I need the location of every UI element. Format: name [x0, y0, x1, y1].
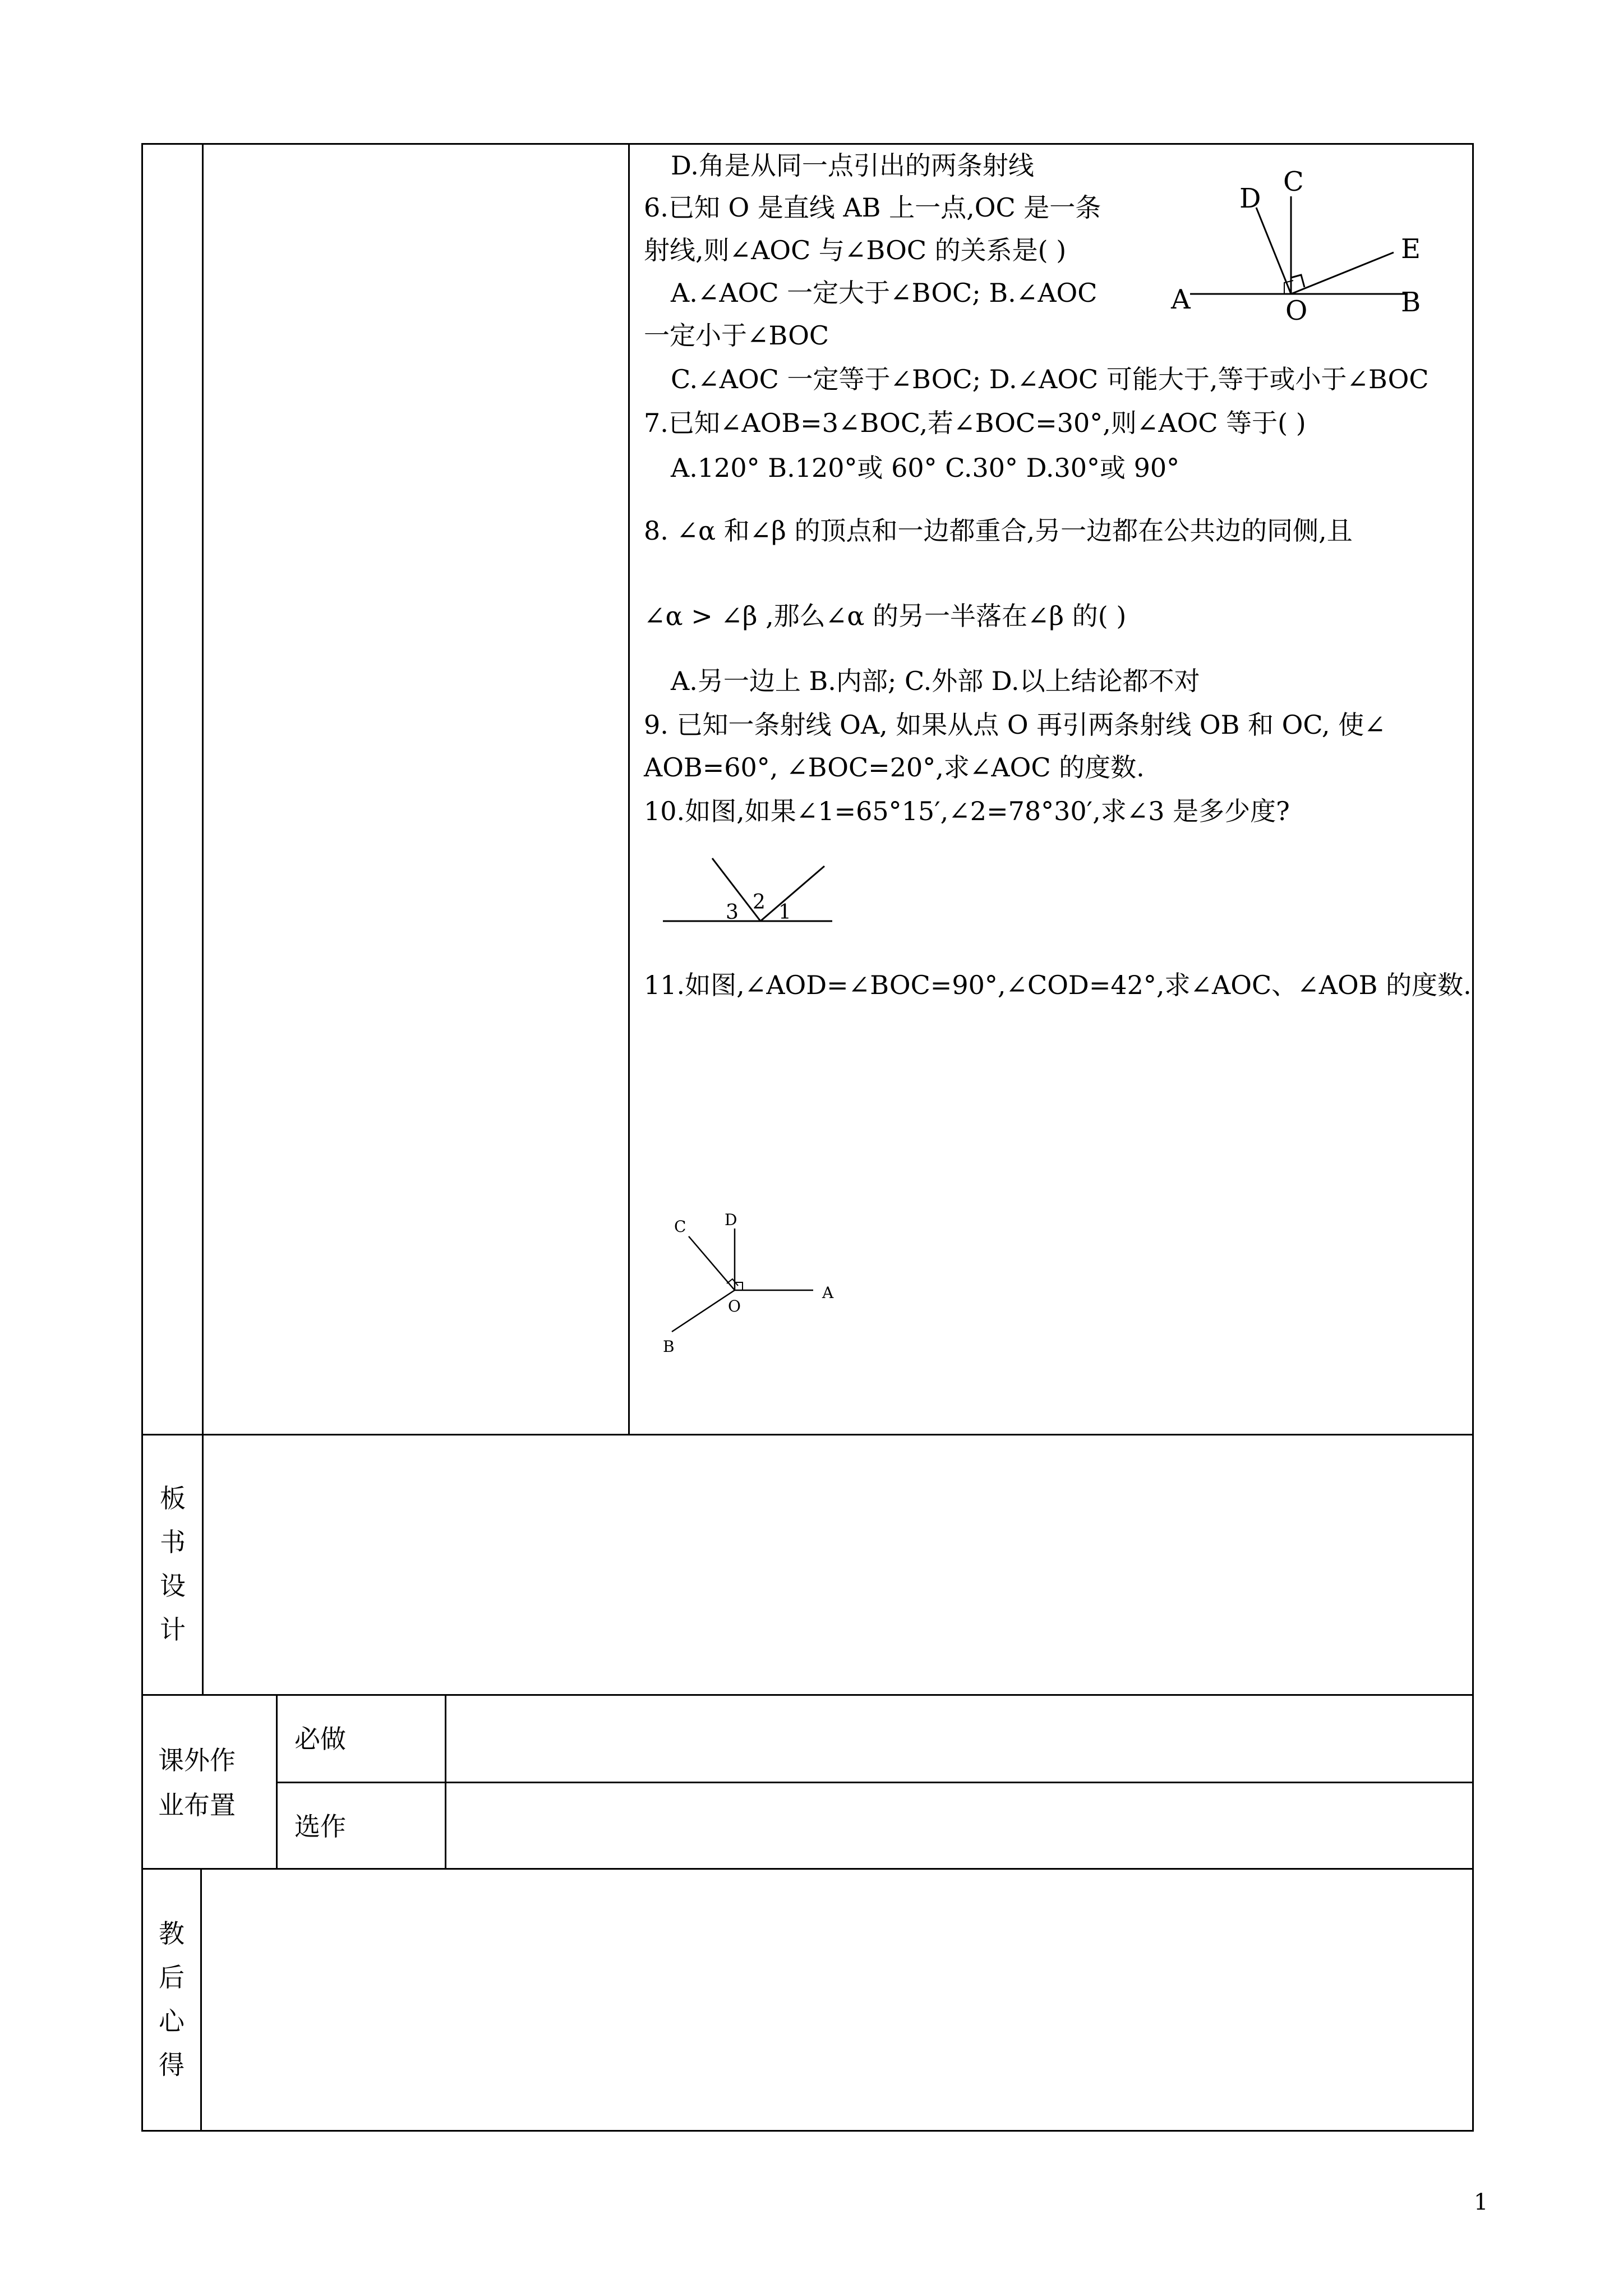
table-bottom-border — [141, 2130, 1474, 2132]
board-design-char-1: 板 — [160, 1483, 186, 1513]
q10-line-1: 10.如图,如果∠1=65°15′,∠2=78°30′,求∠3 是多少度? — [644, 796, 1290, 826]
q7-line-1: 7.已知∠AOB=3∠BOC,若∠BOC=30°,则∠AOC 等于( ) — [644, 408, 1306, 438]
fig11-label-d: D — [725, 1211, 737, 1229]
q5-option-d: D.角是从同一点引出的两条射线 — [671, 150, 1034, 181]
fig11-label-c: C — [674, 1217, 686, 1236]
figure-q10-angles — [656, 847, 852, 937]
fig10-label-3: 3 — [726, 901, 739, 924]
row-divider-1 — [141, 1434, 1474, 1435]
q11-line-1: 11.如图,∠AOD=∠BOC=90°,∠COD=42°,求∠AOC、∠AOB 的度数. — [644, 970, 1472, 1000]
q8-line-3: A.另一边上 B.内部; C.外部 D.以上结论都不对 — [671, 666, 1200, 696]
homework-label-line-1: 课外作 — [158, 1745, 236, 1775]
q9-line-2: AOB=60°, ∠BOC=20°,求∠AOC 的度数. — [644, 752, 1145, 783]
q6-line-4: 一定小于∠BOC — [644, 320, 829, 351]
col-divider-top-1 — [202, 143, 204, 1696]
table-right-border — [1472, 143, 1474, 2132]
reflection-char-3: 心 — [159, 2006, 185, 2036]
fig6-label-c: C — [1283, 166, 1304, 197]
q8-line-1: 8. ∠α 和∠β 的顶点和一边都重合,另一边都在公共边的同侧,且 — [644, 516, 1353, 546]
col-divider-homework-1 — [276, 1694, 278, 1870]
col-divider-homework-2 — [445, 1694, 446, 1870]
board-design-char-3: 设 — [160, 1571, 186, 1601]
fig11-label-b: B — [663, 1337, 675, 1356]
board-design-char-2: 书 — [160, 1527, 186, 1557]
board-design-char-4: 计 — [160, 1614, 186, 1645]
q7-line-2: A.120° B.120°或 60° C.30° D.30°或 90° — [671, 453, 1180, 483]
page-number: 1 — [1474, 2189, 1488, 2215]
fig6-label-a: A — [1171, 284, 1191, 315]
q9-line-1: 9. 已知一条射线 OA, 如果从点 O 再引两条射线 OB 和 OC, 使∠ — [644, 710, 1386, 740]
reflection-label — [155, 1912, 188, 2087]
reflection-char-4: 得 — [159, 2050, 185, 2080]
fig6-label-b: B — [1401, 287, 1421, 318]
figure-q6-angles — [1161, 163, 1441, 331]
fig11-label-a: A — [822, 1283, 834, 1302]
figure-q11-angles — [656, 1206, 858, 1374]
q6-line-2: 射线,则∠AOC 与∠BOC 的关系是( ) — [644, 235, 1067, 265]
reflection-char-1: 教 — [159, 1918, 185, 1949]
q6-line-3: A.∠AOC 一定大于∠BOC; B.∠AOC — [671, 278, 1098, 308]
fig6-label-d: D — [1239, 183, 1261, 214]
homework-label-line-2: 业布置 — [158, 1790, 236, 1820]
fig6-label-o: O — [1285, 295, 1308, 326]
fig11-label-o: O — [728, 1297, 741, 1315]
q6-line-5: C.∠AOC 一定等于∠BOC; D.∠AOC 可能大于,等于或小于∠BOC — [671, 364, 1429, 394]
col-divider-reflection — [200, 1868, 202, 2132]
fig10-label-2: 2 — [753, 891, 766, 914]
table-top-border — [141, 143, 1474, 145]
board-design-label — [156, 1476, 190, 1651]
homework-required-label: 必做 — [294, 1724, 346, 1754]
fig10-label-1: 1 — [778, 901, 791, 924]
q6-line-1: 6.已知 O 是直线 AB 上一点,OC 是一条 — [644, 192, 1101, 223]
row-divider-homework-inner — [276, 1782, 1474, 1783]
table-left-border — [141, 143, 143, 2132]
homework-optional-label: 选作 — [294, 1811, 346, 1842]
q8-line-2: ∠α > ∠β ,那么∠α 的另一半落在∠β 的( ) — [644, 601, 1127, 631]
reflection-char-2: 后 — [159, 1962, 185, 1993]
fig6-label-e: E — [1401, 233, 1421, 265]
row-divider-3 — [141, 1868, 1474, 1870]
col-divider-top-2 — [628, 143, 630, 1435]
row-divider-2 — [141, 1694, 1474, 1696]
